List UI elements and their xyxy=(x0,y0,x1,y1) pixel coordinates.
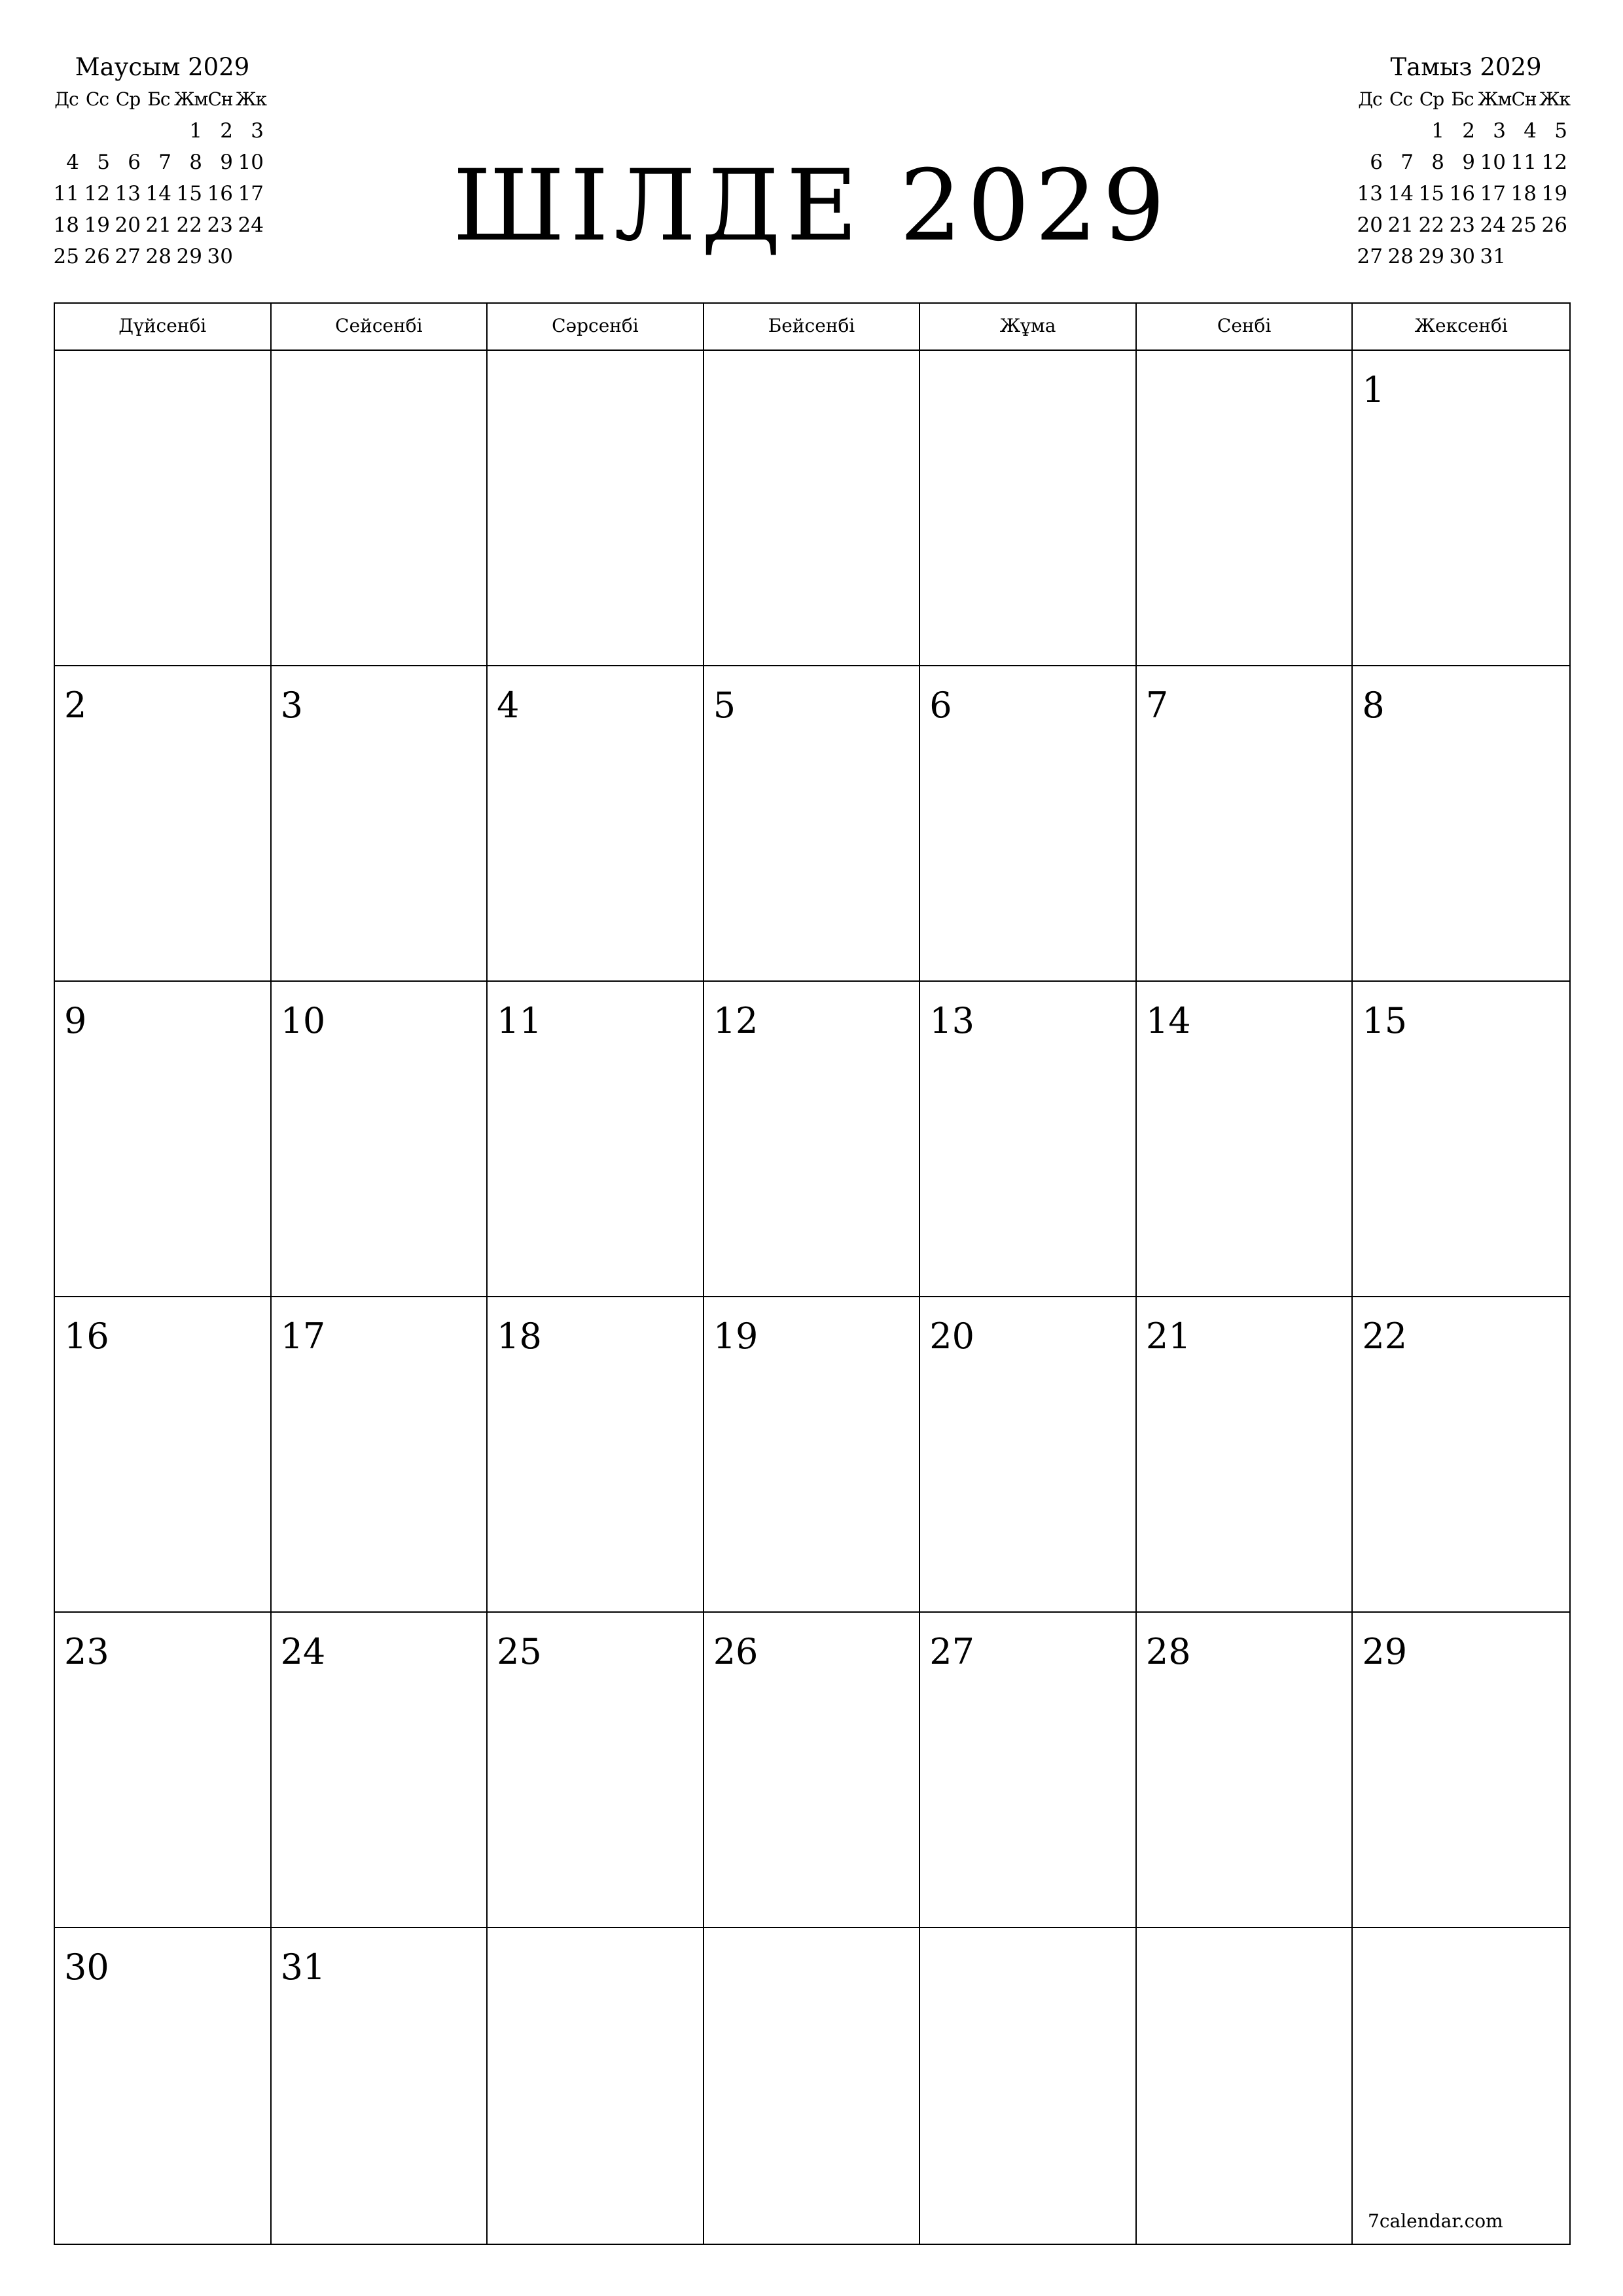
prev-month-day: 21 xyxy=(145,213,171,237)
next-month-day: 5 xyxy=(1554,119,1567,143)
day-number: 7 xyxy=(1145,685,1169,726)
day-cell[interactable] xyxy=(1137,1613,1353,1928)
weekday-header: Жұма xyxy=(920,304,1137,350)
prev-month-day: 28 xyxy=(145,245,171,268)
prev-month-day: 5 xyxy=(97,151,110,174)
next-month-day: 18 xyxy=(1510,182,1537,206)
next-month-day xyxy=(1539,241,1570,272)
next-month-weekday-header: Жм xyxy=(1478,88,1512,110)
prev-month-weekday-header: Жк xyxy=(236,88,266,110)
next-month-day: 10 xyxy=(1480,151,1506,174)
day-cell[interactable] xyxy=(488,1297,704,1613)
day-cell[interactable] xyxy=(1353,351,1569,666)
next-month-day: 7 xyxy=(1400,151,1414,174)
prev-month-day: 11 xyxy=(53,182,79,206)
day-number: 2 xyxy=(64,685,87,726)
day-number: 6 xyxy=(929,685,952,726)
day-number: 20 xyxy=(929,1316,974,1357)
next-month-weekday-header: Ср xyxy=(1419,88,1444,110)
prev-month-day: 17 xyxy=(238,182,264,206)
day-number: 13 xyxy=(929,1000,974,1041)
prev-month-weekday-header: Ср xyxy=(115,88,141,110)
next-month-day: 24 xyxy=(1480,213,1506,237)
prev-month-day: 19 xyxy=(84,213,110,237)
day-number: 27 xyxy=(929,1631,974,1672)
prev-month-day: 16 xyxy=(207,182,233,206)
prev-month-day: 3 xyxy=(251,119,264,143)
day-cell[interactable] xyxy=(920,351,1137,666)
day-number: 26 xyxy=(713,1631,758,1672)
day-cell[interactable] xyxy=(920,666,1137,982)
page-title: ШІЛДЕ 2029 xyxy=(452,149,1171,263)
prev-month-day xyxy=(143,115,174,147)
prev-month-day: 6 xyxy=(128,151,141,174)
next-month-mini-calendar xyxy=(1355,51,1577,272)
prev-month-day: 24 xyxy=(238,213,264,237)
next-month-day: 19 xyxy=(1541,182,1567,206)
next-month-day: 20 xyxy=(1357,213,1383,237)
next-month-day: 30 xyxy=(1449,245,1475,268)
day-cell[interactable] xyxy=(272,1613,488,1928)
prev-month-day xyxy=(51,115,82,147)
weekday-header: Бейсенбі xyxy=(704,304,921,350)
day-cell[interactable] xyxy=(272,982,488,1297)
day-cell[interactable] xyxy=(272,351,488,666)
prev-month-day: 14 xyxy=(145,182,171,206)
next-month-day: 8 xyxy=(1431,151,1444,174)
day-cell[interactable] xyxy=(55,1297,272,1613)
prev-month-day: 26 xyxy=(84,245,110,268)
day-cell[interactable] xyxy=(272,1297,488,1613)
day-number: 14 xyxy=(1145,1000,1191,1041)
next-month-day: 17 xyxy=(1480,182,1506,206)
day-cell[interactable] xyxy=(1137,666,1353,982)
day-cell[interactable] xyxy=(704,1928,921,2244)
next-month-day: 14 xyxy=(1387,182,1414,206)
prev-month-day: 29 xyxy=(176,245,202,268)
next-month-day: 16 xyxy=(1449,182,1475,206)
day-cell[interactable] xyxy=(920,1297,1137,1613)
prev-month-day: 1 xyxy=(189,119,202,143)
day-number: 29 xyxy=(1362,1631,1408,1672)
next-month-day: 11 xyxy=(1510,151,1537,174)
day-number: 1 xyxy=(1362,369,1385,410)
prev-month-day: 13 xyxy=(115,182,141,206)
weekday-header: Сейсенбі xyxy=(272,304,488,350)
prev-month-day: 30 xyxy=(207,245,233,268)
prev-month-weekday-header: Жм xyxy=(174,88,208,110)
prev-month-day: 23 xyxy=(207,213,233,237)
day-cell[interactable] xyxy=(272,666,488,982)
day-cell[interactable] xyxy=(920,1613,1137,1928)
day-cell[interactable] xyxy=(1353,666,1569,982)
prev-month-day: 15 xyxy=(176,182,202,206)
day-number: 19 xyxy=(713,1316,758,1357)
day-cell[interactable] xyxy=(1137,351,1353,666)
day-number: 30 xyxy=(64,1946,109,1988)
prev-month-day xyxy=(82,115,113,147)
next-month-weekday-header: Сн xyxy=(1511,88,1537,110)
day-cell[interactable] xyxy=(488,1928,704,2244)
day-number: 9 xyxy=(64,1000,87,1041)
site-link[interactable]: 7calendar.com xyxy=(1368,2210,1503,2232)
day-cell[interactable] xyxy=(1137,982,1353,1297)
day-cell[interactable] xyxy=(704,351,921,666)
next-month-day: 25 xyxy=(1510,213,1537,237)
prev-month-day: 4 xyxy=(66,151,79,174)
next-month-day: 3 xyxy=(1493,119,1506,143)
next-month-day xyxy=(1355,115,1385,147)
next-month-day xyxy=(1385,115,1416,147)
day-number: 25 xyxy=(497,1631,542,1672)
calendar-body xyxy=(55,351,1569,2244)
prev-month-title: Маусым 2029 xyxy=(75,53,250,81)
prev-month-day: 2 xyxy=(220,119,233,143)
prev-month-day: 22 xyxy=(176,213,202,237)
day-cell[interactable] xyxy=(488,351,704,666)
next-month-day: 12 xyxy=(1541,151,1567,174)
day-cell[interactable] xyxy=(1353,982,1569,1297)
next-month-weekday-header: Сс xyxy=(1389,88,1413,110)
day-number: 24 xyxy=(280,1631,326,1672)
next-month-day: 31 xyxy=(1480,245,1506,268)
day-cell[interactable] xyxy=(1137,1928,1353,2244)
day-number: 15 xyxy=(1362,1000,1408,1041)
day-cell[interactable] xyxy=(55,1613,272,1928)
next-month-day: 27 xyxy=(1357,245,1383,268)
day-number: 22 xyxy=(1362,1316,1408,1357)
prev-month-day: 12 xyxy=(84,182,110,206)
day-number: 16 xyxy=(64,1316,109,1357)
next-month-day: 29 xyxy=(1418,245,1444,268)
day-cell[interactable] xyxy=(488,1613,704,1928)
day-number: 21 xyxy=(1145,1316,1191,1357)
day-cell[interactable] xyxy=(55,982,272,1297)
weekday-header: Сенбі xyxy=(1137,304,1353,350)
weekday-header-row xyxy=(55,304,1569,351)
next-month-weekday-header: Бс xyxy=(1451,88,1474,110)
month-calendar-grid xyxy=(54,302,1571,2245)
next-month-day: 1 xyxy=(1431,119,1444,143)
next-month-day: 15 xyxy=(1418,182,1444,206)
day-cell[interactable] xyxy=(1353,1613,1569,1928)
day-cell[interactable] xyxy=(704,982,921,1297)
prev-month-day: 18 xyxy=(53,213,79,237)
day-cell[interactable] xyxy=(1353,1928,1569,2244)
next-month-day: 21 xyxy=(1387,213,1414,237)
prev-month-day: 25 xyxy=(53,245,79,268)
prev-month-weekday-header: Бс xyxy=(147,88,170,110)
day-cell[interactable] xyxy=(488,666,704,982)
prev-month-weekday-header: Сс xyxy=(85,88,109,110)
prev-month-weekday-header: Сн xyxy=(207,88,233,110)
day-number: 23 xyxy=(64,1631,109,1672)
prev-month-day: 9 xyxy=(220,151,233,174)
next-month-day: 28 xyxy=(1387,245,1414,268)
day-number: 10 xyxy=(280,1000,326,1041)
next-month-grid xyxy=(1355,84,1577,272)
weekday-header: Жексенбі xyxy=(1414,315,1508,336)
next-month-day: 2 xyxy=(1462,119,1475,143)
day-cell[interactable] xyxy=(488,982,704,1297)
next-month-day: 13 xyxy=(1357,182,1383,206)
prev-month-weekday-header: Дс xyxy=(54,88,79,110)
weekday-header: Сәрсенбі xyxy=(488,304,704,350)
day-number: 5 xyxy=(713,685,736,726)
day-number: 8 xyxy=(1362,685,1385,726)
prev-month-day xyxy=(113,115,143,147)
day-number: 12 xyxy=(713,1000,758,1041)
day-cell[interactable] xyxy=(920,1928,1137,2244)
day-number: 3 xyxy=(280,685,303,726)
day-cell[interactable] xyxy=(704,1613,921,1928)
next-month-title: Тамыз 2029 xyxy=(1390,53,1542,81)
day-number: 17 xyxy=(280,1316,326,1357)
day-cell[interactable] xyxy=(55,1928,272,2244)
prev-month-day: 7 xyxy=(158,151,171,174)
prev-month-day: 27 xyxy=(115,245,141,268)
day-cell[interactable] xyxy=(1137,1297,1353,1613)
day-number: 11 xyxy=(497,1000,542,1041)
day-number: 18 xyxy=(497,1316,542,1357)
next-month-day: 23 xyxy=(1449,213,1475,237)
day-cell[interactable] xyxy=(704,1297,921,1613)
next-month-day: 6 xyxy=(1370,151,1383,174)
day-number: 4 xyxy=(497,685,520,726)
prev-month-day: 8 xyxy=(189,151,202,174)
day-cell[interactable] xyxy=(920,982,1137,1297)
next-month-day: 22 xyxy=(1418,213,1444,237)
next-month-weekday-header: Жк xyxy=(1539,88,1570,110)
day-cell[interactable] xyxy=(272,1928,488,2244)
day-cell[interactable] xyxy=(704,666,921,982)
prev-month-day: 10 xyxy=(238,151,264,174)
weekday-header: Дүйсенбі xyxy=(55,304,272,350)
next-month-day: 4 xyxy=(1524,119,1537,143)
next-month-day xyxy=(1508,241,1539,272)
day-number: 31 xyxy=(280,1946,326,1988)
prev-month-day: 20 xyxy=(115,213,141,237)
next-month-weekday-header: Дс xyxy=(1358,88,1382,110)
day-number: 28 xyxy=(1145,1631,1191,1672)
day-cell[interactable] xyxy=(55,666,272,982)
next-month-day: 26 xyxy=(1541,213,1567,237)
day-cell[interactable] xyxy=(55,351,272,666)
day-cell[interactable] xyxy=(1353,1297,1569,1613)
next-month-day: 9 xyxy=(1462,151,1475,174)
